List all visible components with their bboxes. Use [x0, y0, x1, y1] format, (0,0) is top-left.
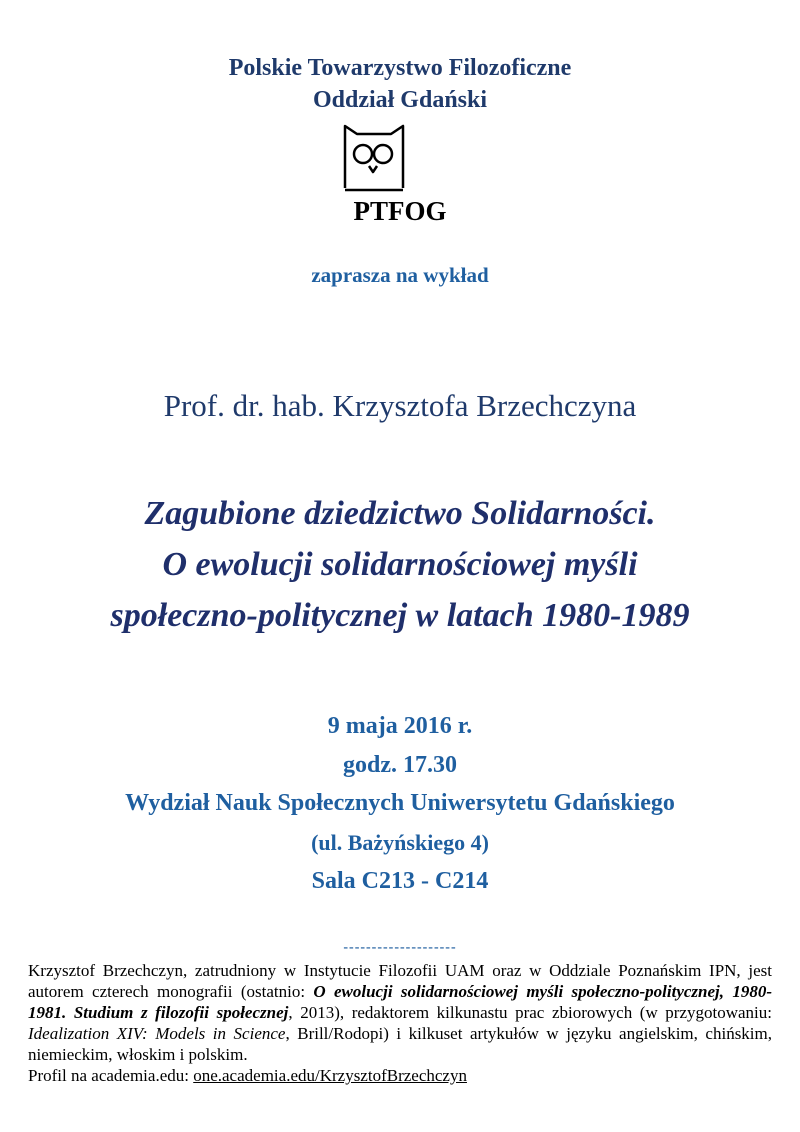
speaker-name: Prof. dr. hab. Krzysztofa Brzechczyna — [163, 388, 637, 423]
org-name-line2: Oddział Gdański — [312, 87, 488, 113]
lecture-title-line3: społeczno-politycznej w latach 1980-1989 — [110, 597, 690, 634]
event-room: Sala C213 - C214 — [311, 868, 489, 894]
logo-text: PTFOG — [353, 196, 447, 226]
event-venue: Wydział Nauk Społecznych Uniwersytetu Gdańskiego — [125, 790, 675, 816]
bio-text-3: , Brill/Rodopi) i kilkuset artykułów w języku angielskim, chińskim, niemieckim, włoskim i polskim. — [28, 1024, 773, 1064]
org-name-line1: Polskie Towarzystwo Filozoficzne — [228, 55, 572, 81]
author-bio — [28, 960, 772, 1086]
invite-text: zaprasza na wykład — [311, 263, 489, 287]
profile-link[interactable]: one.academia.edu/KrzysztofBrzechczyn — [193, 1066, 467, 1085]
bio-series-title: Idealization XIV: Models in Science — [28, 1024, 286, 1043]
lecture-title-line2: O ewolucji solidarnościowej myśli — [162, 546, 638, 583]
bio-text-2: , 2013), redaktorem kilkunastu prac zbiorowych (w przygotowaniu: — [288, 1003, 773, 1022]
bio-text-1: Krzysztof Brzechczyn, zatrudniony w Instytucie Filozofii UAM oraz w Oddziale Poznańskim IPN, jest autorem czterech monografii (ostatnio: — [28, 961, 772, 1001]
owl-icon — [337, 122, 411, 196]
event-time: godz. 17.30 — [343, 752, 457, 778]
event-date: 9 maja 2016 r. — [327, 713, 473, 739]
bio-book-title: O ewolucji solidarnościowej myśli społeczno-politycznej, 1980-1981. Studium z filozofii społecznej — [28, 982, 772, 1022]
event-address: (ul. Bażyńskiego 4) — [311, 830, 489, 855]
separator: -------------------- — [343, 940, 457, 955]
profile-label: Profil na academia.edu: — [28, 1066, 194, 1085]
lecture-title-line1: Zagubione dziedzictwo Solidarności. — [144, 495, 656, 532]
